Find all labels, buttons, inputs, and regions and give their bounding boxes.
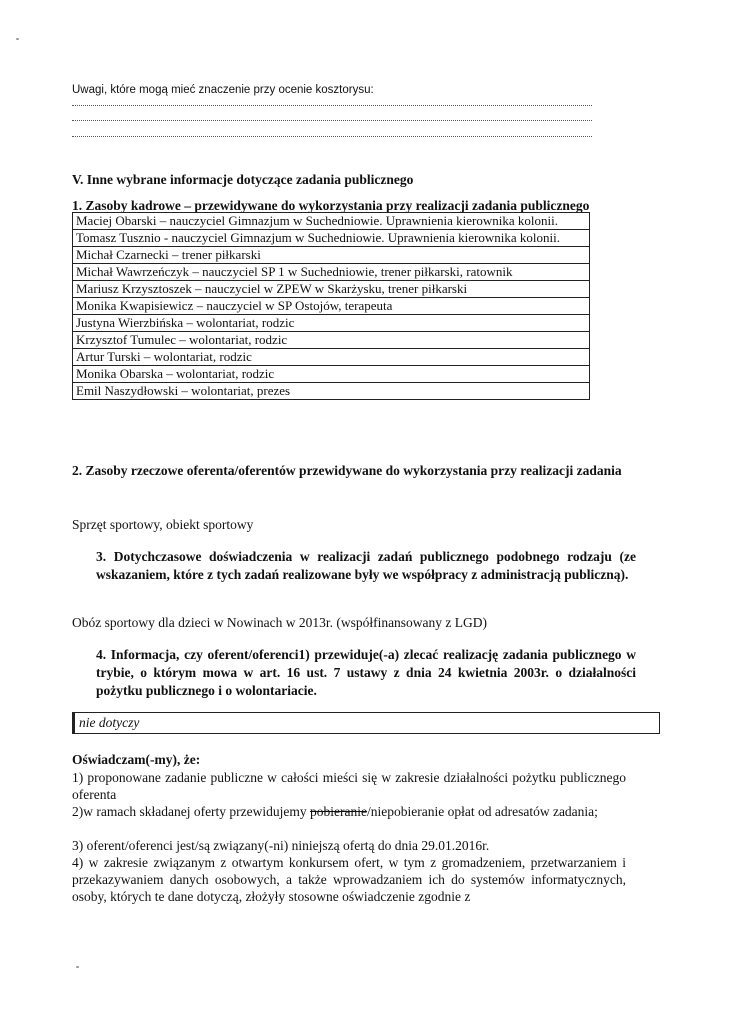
table-row <box>73 281 590 298</box>
staff-heading: 1. Zasoby kadrowe – przewidywane do wykorzystania przy realizacji zadania publicznego <box>72 198 590 213</box>
table-cell: Krzysztof Tumulec – wolontariat, rodzic <box>73 332 590 349</box>
table-cell: Emil Naszydłowski – wolontariat, prezes <box>73 383 590 400</box>
table-cell: Monika Kwapisiewicz – nauczyciel w SP Ostojów, terapeuta <box>73 298 590 315</box>
answer-text: nie dotyczy <box>79 715 140 730</box>
declaration-item: 1) proponowane zadanie publiczne w całości mieści się w zakresie działalności pożytku publicznego oferenta <box>72 770 626 802</box>
table-cell: Michał Czarnecki – trener piłkarski <box>73 247 590 264</box>
declaration-item: 3) oferent/oferenci jest/są związany(-ni) niniejszą ofertą do dnia 29.01.2016r. <box>72 838 490 853</box>
table-row <box>73 349 590 366</box>
table-cell: Artur Turski – wolontariat, rodzic <box>73 349 590 366</box>
table-row <box>73 298 590 315</box>
staff-table <box>72 212 590 400</box>
table-cell: Tomasz Tusznio - nauczyciel Gimnazjum w Suchedniowie. Uprawnienia kierownika kolonii. <box>73 230 590 247</box>
table-row <box>73 247 590 264</box>
remarks-dotted-line <box>72 120 592 121</box>
struck-text: pobieranie <box>310 804 368 819</box>
answer-box <box>72 712 660 734</box>
table-cell: Maciej Obarski – nauczyciel Gimnazjum w Suchedniowie. Uprawnienia kierownika kolonii. <box>73 213 590 230</box>
table-cell: Michał Wawrzeńczyk – nauczyciel SP 1 w Suchedniowie, trener piłkarski, ratownik <box>73 264 590 281</box>
remarks-label: Uwagi, które mogą mieć znaczenie przy ocenie kosztorysu: <box>72 84 374 96</box>
table-row <box>73 383 590 400</box>
declaration-item <box>72 803 626 820</box>
info4-heading: 4. Informacja, czy oferent/oferenci1) przewiduje(-a) zlecać realizację zadania publicznego w trybie, o którym mowa w art. 16 ust. 7 ustawy z dnia 24 kwietnia 2003r. o działalności pożytku publicznego i o wolontariacie. <box>96 647 636 698</box>
section-heading: V. Inne wybrane informacje dotyczące zadania publicznego <box>72 172 414 187</box>
table-row <box>73 366 590 383</box>
scan-speck <box>76 966 79 968</box>
table-cell: Justyna Wierzbińska – wolontariat, rodzic <box>73 315 590 332</box>
scan-speck <box>16 38 19 40</box>
table-row <box>73 264 590 281</box>
table-row <box>73 230 590 247</box>
table-row <box>73 315 590 332</box>
declaration-text: 2)w ramach składanej oferty przewidujemy <box>72 804 311 819</box>
declaration-item: 4) w zakresie związanym z otwartym konkursem ofert, w tym z gromadzeniem, przetwarzaniem i przekazywaniem danych osobowych, a także wprowadzaniem ich do systemów informatycznych, osoby, których te dane dotyczą, złożyły stosowne oświadczenie zgodnie z <box>72 855 626 904</box>
material-text: Sprzęt sportowy, obiekt sportowy <box>72 517 254 532</box>
table-row <box>73 213 590 230</box>
material-heading: 2. Zasoby rzeczowe oferenta/oferentów przewidywane do wykorzystania przy realizacji zadania <box>72 463 622 478</box>
table-row <box>73 332 590 349</box>
table-cell: Monika Obarska – wolontariat, rodzic <box>73 366 590 383</box>
remarks-dotted-line <box>72 105 592 106</box>
experience-heading: 3. Dotychczasowe doświadczenia w realizacji zadań publicznego podobnego rodzaju (ze wskazaniem, które z tych zadań realizowane były we współpracy z administracją publiczną). <box>96 549 636 582</box>
declaration-text: /niepobieranie opłat od adresatów zadania; <box>367 804 598 819</box>
table-cell: Mariusz Krzysztoszek – nauczyciel w ZPEW w Skarżysku, trener piłkarski <box>73 281 590 298</box>
experience-text: Obóz sportowy dla dzieci w Nowinach w 2013r. (współfinansowany z LGD) <box>72 615 488 630</box>
remarks-dotted-line <box>72 136 592 137</box>
declaration-heading: Oświadczam(-my), że: <box>72 752 201 767</box>
